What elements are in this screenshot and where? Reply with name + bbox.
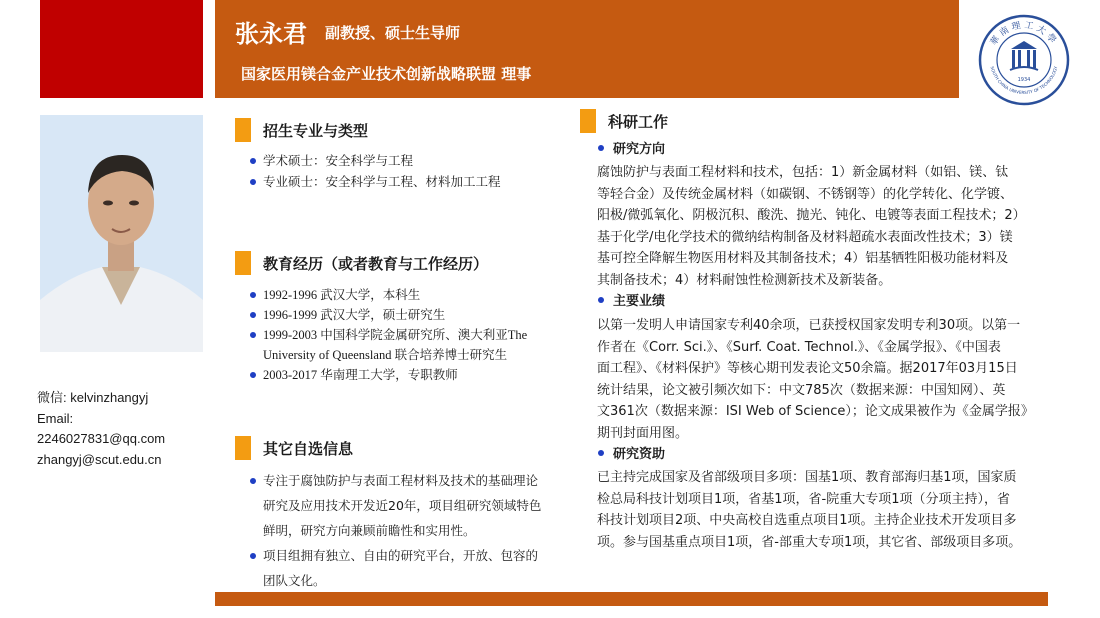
achievements-text: 以第一发明人申请国家专利40余项，已获授权国家发明专利30项。以第一 作者在《Corr. Sci.》、《Surf. Coat. Technol.》、《金属学报》、《中国表 面工程》、《材料保护》等核心期刊发表论文50余篇。据2017年03月15日 统计结果，论文被引频次如下：中文785次（数据来源：中国知网）、英 文361次（数据来源：ISI Web of Science）；论文成果被作为《金属学报》 期刊封面用图。 [597,318,1034,441]
svg-text:華南理工大學: 華南理工大學 [988,20,1060,48]
footer-bar [215,592,1048,606]
bullet-dot [598,145,604,151]
subheading-research-direction: 研究方向 [598,138,665,157]
admission-list [248,150,568,192]
email-label: Email: [37,410,74,426]
section-title: 教育经历（或者教育与工作经历） [263,254,489,273]
research-direction-text: 腐蚀防护与表面工程材料和技术，包括：1）新金属材料（如铝、镁、钛 等轻合金）及传统金属材料（如碳钢、不锈钢等）的化学转化、化学镀、 阳极/微弧氧化、阴极沉积、酸洗、抛光、钝化、电镀等表面工程技术；2） 基于化学/电化学技术的微纳结构制备及材料超疏水表面改性技术；3）镁 基可控全降解生物医用材料及其制备技术；4）铝基牺牲阳极功能材料及 其制备技术；4）材料耐蚀性检测新技术及新装备。 [597,165,1026,288]
list-item: 1996-1999 武汉大学，硕士研究生 [248,305,568,325]
section-header-admission [235,118,368,142]
list-item: 2003-2017 华南理工大学，专职教师 [248,365,568,385]
education-list [248,285,568,385]
wechat-id: 微信: kelvinzhangyj [37,390,149,405]
email-address[interactable]: 2246027831@qq.com [37,431,166,446]
red-header-block [40,0,203,98]
person-title: 副教授、硕士生导师 [325,24,461,42]
section-marker [235,436,251,460]
list-item: 项目组拥有独立、自由的研究平台，开放、包容的 团队文化。 [248,543,583,593]
section-header-research [580,109,668,133]
contact-info [37,388,165,470]
email-address[interactable]: zhangyj@scut.edu.cn [37,451,162,467]
section-title: 招生专业与类型 [263,121,369,140]
svg-text:1934: 1934 [1017,77,1031,83]
list-item: 专业硕士：安全科学与工程、材料加工工程 [248,171,568,192]
section-header-education [235,251,488,275]
bullet-dot [598,450,604,456]
person-name: 张永君 [235,20,307,48]
section-marker [235,251,251,275]
header-bar [215,0,959,98]
profile-photo [40,115,203,352]
funding-text: 已主持完成国家及省部级项目多项：国基1项、教育部海归基1项，国家质 检总局科技计划项目1项，省基1项，省-院重大专项1项（分项主持），省 科技计划项目2项、中央高校自选重点项目1项。主持企业技术开发项目多 项。参与国基重点项目1项，省-部重大专项1项，其它省、部级项目多项。 [597,470,1022,550]
list-item: 1999-2003 中国科学院金属研究所、澳大利亚The University of Queensland 联合培养博士研究生 [248,325,568,365]
subheading-funding: 研究资助 [598,443,665,462]
section-marker [580,109,596,133]
list-item: 1992-1996 武汉大学，本科生 [248,285,568,305]
section-marker [235,118,251,142]
section-title: 科研工作 [608,112,669,131]
section-title: 其它自选信息 [263,439,354,458]
university-logo [978,14,1070,106]
list-item: 学术硕士：安全科学与工程 [248,150,568,171]
alliance-role: 国家医用镁合金产业技术创新战略联盟 理事 [241,65,532,83]
bullet-dot [598,297,604,303]
section-header-other [235,436,353,460]
other-info-list [248,468,583,593]
subheading-achievements: 主要业绩 [598,290,665,309]
svg-text:SOUTH CHINA UNIVERSITY OF TECH: SOUTH CHINA UNIVERSITY OF TECHNOLOGY [989,65,1059,96]
list-item: 专注于腐蚀防护与表面工程材料及技术的基础理论 研究及应用技术开发近20年，项目组研究领域特色 鲜明，研究方向兼顾前瞻性和实用性。 [248,468,583,543]
